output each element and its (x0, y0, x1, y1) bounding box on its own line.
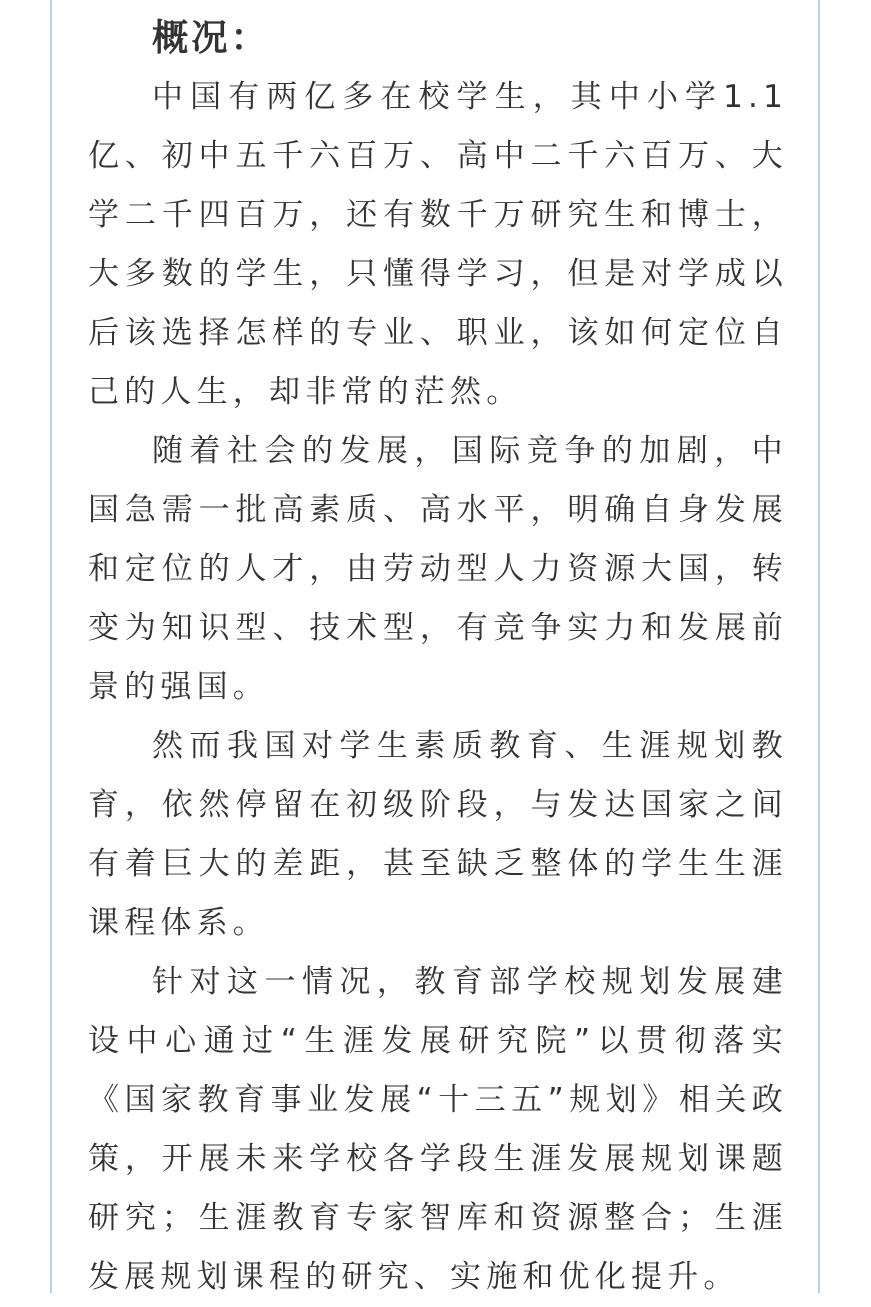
article-body (88, 16, 788, 1307)
paragraph-background: 随着社会的发展，国际竞争的加剧，中国急需一批高素质、高水平，明确自身发展和定位的人才，由劳动型人力资源大国，转变为知识型、技术型，有竞争实力和发展前景的强国。 (88, 433, 788, 705)
section-heading: 概况： (152, 16, 270, 59)
paragraph-gap: 然而我国对学生素质教育、生涯规划教育，依然停留在初级阶段，与发达国家之间有着巨大的差距，甚至缺乏整体的学生生涯课程体系。 (88, 728, 788, 941)
paragraph-overview: 中国有两亿多在校学生，其中小学1.1亿、初中五千六百万、高中二千六百万、大学二千四百万，还有数千万研究生和博士，大多数的学生，只懂得学习，但是对学成以后该选择怎样的专业、职业，该如何定位自己的人生，却非常的茫然。 (88, 79, 788, 410)
paragraph-initiative: 针对这一情况，教育部学校规划发展建设中心通过“生涯发展研究院”以贯彻落实《国家教育事业发展“十三五”规划》相关政策，开展未来学校各学段生涯发展规划课题研究；生涯教育专家智库和资源整合；生涯发展规划课程的研究、实施和优化提升。 (88, 964, 788, 1295)
